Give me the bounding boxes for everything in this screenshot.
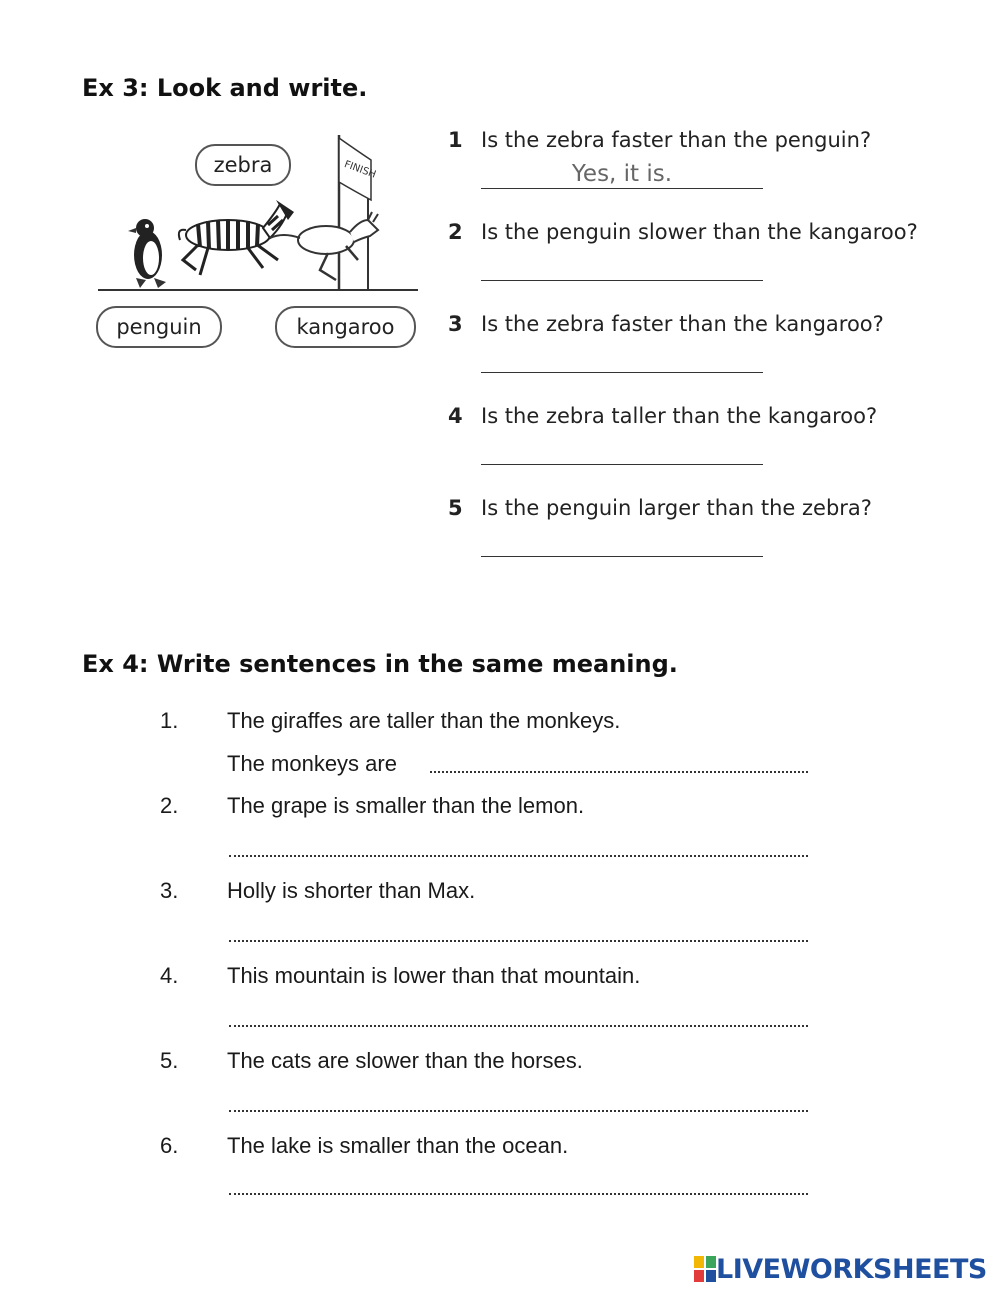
answer-line — [481, 372, 763, 373]
question-text: Is the zebra faster than the penguin? — [481, 128, 872, 152]
answer-line — [481, 280, 763, 281]
question-number: 3 — [448, 312, 463, 336]
zebra-icon — [179, 200, 294, 275]
ex4-heading: Ex 4: Write sentences in the same meaning. — [82, 650, 678, 678]
sentence-text: This mountain is lower than that mountain. — [227, 963, 641, 988]
answer-dotted-line[interactable] — [229, 855, 808, 857]
answer-dotted-line[interactable] — [430, 771, 808, 773]
kangaroo-label: kangaroo — [275, 306, 416, 348]
liveworksheets-logo — [694, 1252, 987, 1286]
sentence-prompt: The monkeys are — [227, 751, 397, 776]
question-number: 2 — [448, 220, 463, 244]
question-text: Is the zebra faster than the kangaroo? — [481, 312, 884, 336]
answer-field[interactable]: Yes, it is. — [571, 161, 673, 187]
answer-dotted-line[interactable] — [229, 1025, 808, 1027]
sentence-number: 1. — [160, 708, 179, 733]
question-text: Is the zebra taller than the kangaroo? — [481, 404, 878, 428]
answer-line — [481, 556, 763, 557]
sentence-text: The grape is smaller than the lemon. — [227, 793, 585, 818]
penguin-label: penguin — [96, 306, 222, 348]
sentence-number: 4. — [160, 963, 179, 988]
sentence-text: Holly is shorter than Max. — [227, 878, 476, 903]
question-number: 1 — [448, 128, 463, 152]
penguin-icon — [128, 219, 166, 288]
race-illustration — [88, 120, 428, 360]
flag-label: FINISH — [342, 159, 378, 181]
answer-line — [481, 464, 763, 465]
question-text: Is the penguin larger than the zebra? — [481, 496, 872, 520]
zebra-label: zebra — [195, 144, 291, 186]
sentence-number: 3. — [160, 878, 179, 903]
ex3-heading: Ex 3: Look and write. — [82, 74, 368, 102]
sentence-text: The cats are slower than the horses. — [227, 1048, 583, 1073]
sentence-text: The giraffes are taller than the monkeys. — [227, 708, 621, 733]
sentence-number: 6. — [160, 1133, 179, 1158]
liveworksheets-logo-icon — [694, 1256, 716, 1282]
question-number: 5 — [448, 496, 463, 520]
sentence-number: 2. — [160, 793, 179, 818]
sentence-number: 5. — [160, 1048, 179, 1073]
kangaroo-icon — [270, 212, 378, 280]
answer-dotted-line[interactable] — [229, 1193, 808, 1195]
answer-dotted-line[interactable] — [229, 940, 808, 942]
brand-name: LIVEWORKSHEETS — [716, 1253, 987, 1285]
answer-dotted-line[interactable] — [229, 1110, 808, 1112]
question-number: 4 — [448, 404, 463, 428]
question-text: Is the penguin slower than the kangaroo? — [481, 220, 918, 244]
sentence-text: The lake is smaller than the ocean. — [227, 1133, 569, 1158]
answer-line — [481, 188, 763, 189]
